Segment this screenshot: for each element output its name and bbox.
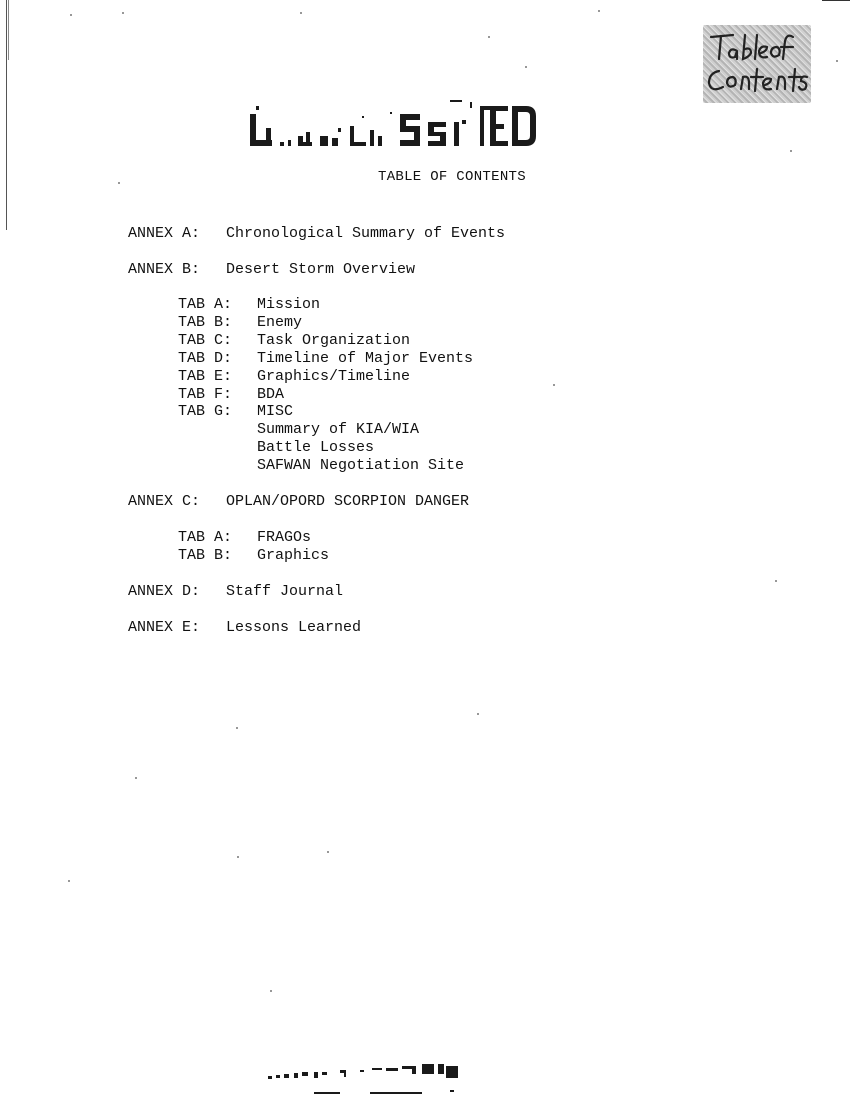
tab-title: Mission (257, 296, 321, 313)
tab-label: TAB A: (178, 296, 233, 313)
tab-label: TAB B: (178, 547, 233, 564)
tab-label: TAB G: (178, 403, 233, 420)
toc-tab-entry (0, 547, 850, 565)
tab-label: TAB A: (178, 529, 233, 546)
scan-edge-line (8, 0, 9, 60)
tab-title: Graphics/Timeline (257, 368, 411, 385)
toc-entry-annex-b (0, 261, 850, 279)
misc-item-title: Battle Losses (257, 439, 375, 456)
scan-speck (118, 182, 120, 184)
toc-tab-entry (0, 332, 850, 350)
toc-tab-entry (0, 403, 850, 421)
scan-top-rule (822, 0, 850, 1)
toc-entry-annex-a (0, 225, 850, 243)
annex-label: ANNEX E: (128, 619, 201, 636)
scan-speck (836, 60, 838, 62)
scan-speck (488, 36, 490, 38)
tab-label: TAB D: (178, 350, 233, 367)
annex-title: Lessons Learned (226, 619, 362, 636)
page-title: TABLE OF CONTENTS (378, 169, 526, 185)
misc-item-title: Summary of KIA/WIA (257, 421, 420, 438)
footer-classification-marking (262, 1060, 552, 1096)
annex-title: OPLAN/OPORD SCORPION DANGER (226, 493, 470, 510)
toc-misc-item (0, 457, 850, 475)
scan-speck (135, 777, 137, 779)
scan-speck (300, 12, 302, 14)
toc-entry-annex-d (0, 583, 850, 601)
toc-tab-entry (0, 386, 850, 404)
scan-speck (70, 14, 72, 16)
tab-title: Timeline of Major Events (257, 350, 474, 367)
annex-label: ANNEX D: (128, 583, 201, 600)
scan-speck (237, 856, 239, 858)
scan-speck (270, 990, 272, 992)
toc-tab-entry (0, 368, 850, 386)
toc-entry-annex-e (0, 619, 850, 637)
scan-speck (598, 10, 600, 12)
toc-entry-annex-c (0, 493, 850, 511)
tab-title: Graphics (257, 547, 330, 564)
toc-tab-entry (0, 350, 850, 368)
tab-label: TAB B: (178, 314, 233, 331)
tab-label: TAB C: (178, 332, 233, 349)
tab-title: BDA (257, 386, 285, 403)
scan-speck (775, 580, 777, 582)
scan-speck (122, 12, 124, 14)
scan-edge-line (6, 0, 7, 230)
toc-tab-entry (0, 529, 850, 547)
toc-misc-item (0, 439, 850, 457)
annex-label: ANNEX C: (128, 493, 201, 510)
table-of-contents-stamp (703, 25, 811, 103)
scan-speck (790, 150, 792, 152)
toc-tab-entry (0, 296, 850, 314)
tab-label: TAB F: (178, 386, 233, 403)
scan-speck (327, 851, 329, 853)
tab-label: TAB E: (178, 368, 233, 385)
annex-title: Chronological Summary of Events (226, 225, 506, 242)
scan-speck (236, 727, 238, 729)
toc-misc-item (0, 421, 850, 439)
annex-title: Desert Storm Overview (226, 261, 416, 278)
annex-label: ANNEX A: (128, 225, 201, 242)
tab-title: FRAGOs (257, 529, 312, 546)
scan-speck (525, 66, 527, 68)
tab-title: MISC (257, 403, 294, 420)
tab-title: Enemy (257, 314, 303, 331)
scan-speck (553, 384, 555, 386)
scan-speck (477, 713, 479, 715)
annex-title: Staff Journal (226, 583, 344, 600)
tab-title: Task Organization (257, 332, 411, 349)
toc-tab-entry (0, 314, 850, 332)
scan-speck (68, 880, 70, 882)
classification-banner (240, 92, 540, 158)
annex-label: ANNEX B: (128, 261, 201, 278)
misc-item-title: SAFWAN Negotiation Site (257, 457, 465, 474)
